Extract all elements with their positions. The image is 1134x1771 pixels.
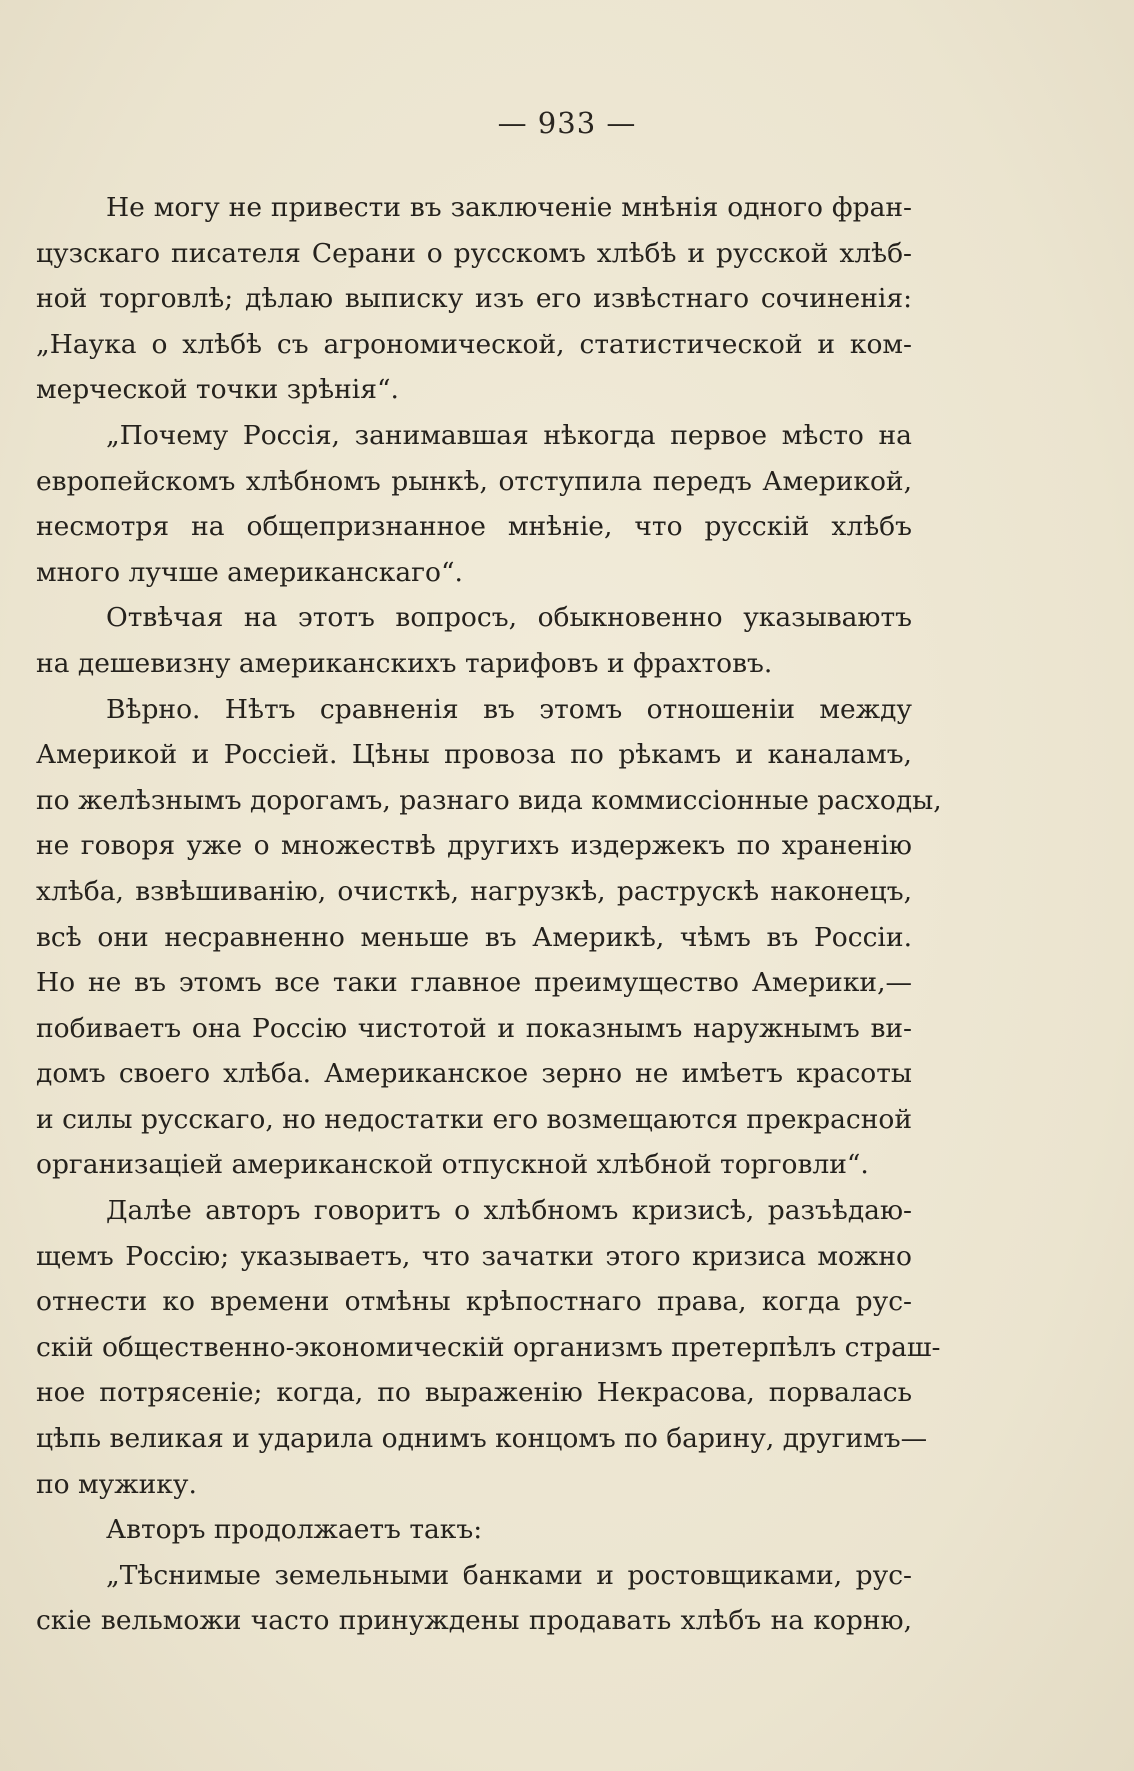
text-line: по желѣзнымъ дорогамъ, разнаго вида коммиссіонные расходы,	[36, 784, 942, 816]
text-line: ное потрясеніе; когда, по выраженію Некрасова, порвалась	[36, 1377, 912, 1409]
text-line: не говоря уже о множествѣ другихъ издержекъ по храненію	[36, 830, 912, 862]
text-line: Но не въ этомъ все таки главное преимущество Америки,—	[36, 967, 912, 999]
text-line: „Почему Россія, занимавшая нѣкогда первое мѣсто на	[106, 419, 912, 451]
text-line: „Наука о хлѣбѣ съ агрономической, статистической и ком-	[36, 328, 912, 360]
text-line: мерческой точки зрѣнія“.	[36, 374, 399, 406]
text-line: щемъ Россію; указываетъ, что зачатки этого кризиса можно	[36, 1240, 912, 1272]
text-line: европейскомъ хлѣбномъ рынкѣ, отступила передъ Америкой,	[36, 465, 912, 497]
text-line: скій общественно-экономическій организмъ претерпѣлъ страш-	[36, 1331, 941, 1363]
text-line: Вѣрно. Нѣтъ сравненія въ этомъ отношеніи между	[106, 693, 912, 725]
text-line: скіе вельможи часто принуждены продавать хлѣбъ на корню,	[36, 1605, 912, 1637]
text-line: всѣ они несравненно меньше въ Америкѣ, чѣмъ въ Россіи.	[36, 921, 912, 953]
text-line: организаціей американской отпускной хлѣбной торговли“.	[36, 1149, 869, 1181]
text-line: домъ своего хлѣба. Американское зерно не имѣетъ красоты	[36, 1058, 912, 1090]
text-line: цѣпь великая и ударила однимъ концомъ по барину, другимъ—	[36, 1423, 928, 1455]
text-line: Не могу не привести въ заключеніе мнѣнія одного фран-	[106, 192, 912, 223]
text-line: несмотря на общепризнанное мнѣніе, что русскій хлѣбъ	[36, 511, 912, 543]
page-number: — 933 —	[497, 106, 637, 140]
text-line: отнести ко времени отмѣны крѣпостнаго права, когда рус-	[36, 1286, 912, 1318]
text-line: цузскаго писателя Серани о русскомъ хлѣбѣ и русской хлѣб-	[36, 237, 912, 269]
text-line: Авторъ продолжаетъ такъ:	[106, 1514, 483, 1546]
text-line: на дешевизну американскихъ тарифовъ и фрахтовъ.	[36, 647, 773, 679]
text-line: и силы русскаго, но недостатки его возмещаются прекрасной	[36, 1103, 912, 1135]
text-line: „Тѣснимые земельными банками и ростовщиками, рус-	[106, 1559, 912, 1591]
text-line: Америкой и Россіей. Цѣны провоза по рѣкамъ и каналамъ,	[36, 739, 912, 771]
text-line: ной торговлѣ; дѣлаю выписку изъ его извѣстнаго сочиненія:	[36, 283, 912, 315]
text-line: Далѣе авторъ говоритъ о хлѣбномъ кризисѣ, разъѣдаю-	[106, 1195, 912, 1227]
text-line: хлѣба, взвѣшиванію, очисткѣ, нагрузкѣ, раструскѣ наконецъ,	[36, 875, 912, 907]
text-line: много лучше американскаго“.	[36, 556, 463, 588]
text-line: побиваетъ она Россію чистотой и показнымъ наружнымъ ви-	[36, 1012, 912, 1044]
body-text	[36, 185, 942, 1644]
text-line: по мужику.	[36, 1468, 197, 1500]
text-line: Отвѣчая на этотъ вопросъ, обыкновенно указываютъ	[106, 602, 912, 634]
